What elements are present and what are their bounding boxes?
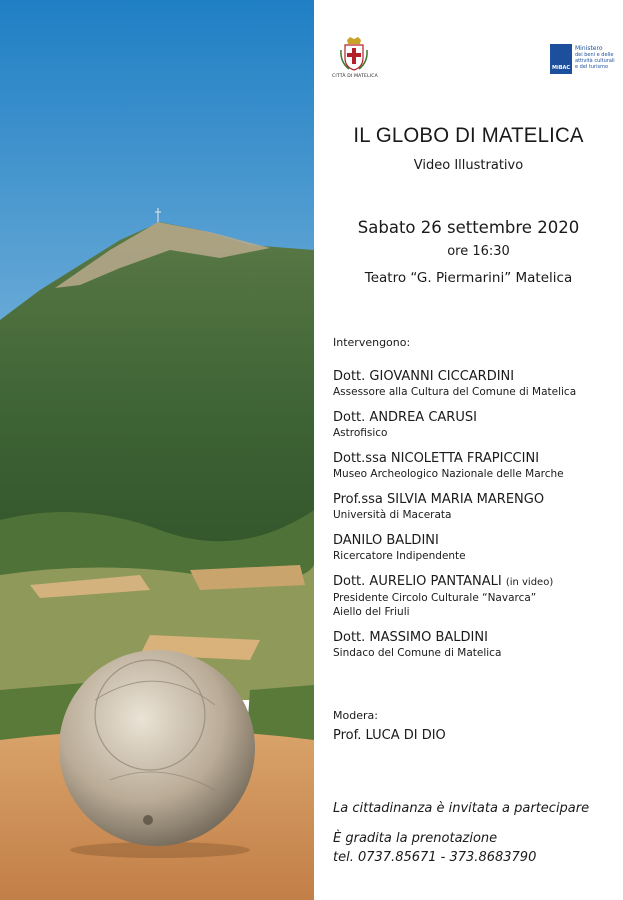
speaker-item [333,533,618,563]
speaker-role: Presidente Circolo Culturale “Navarca” [333,592,537,604]
speaker-role: Ricercatore Indipendente [333,550,466,562]
event-time: ore 16:30 [447,244,510,259]
speaker-role: Università di Macerata [333,509,452,521]
event-subtitle: Video Illustrativo [413,158,524,173]
event-title: IL GLOBO DI MATELICA [353,124,584,147]
speaker-item [333,451,618,481]
booking-text: È gradita la prenotazione [333,831,498,846]
speaker-item [333,410,618,440]
speaker-name: Dott. AURELIO PANTANALI (in video) [333,574,554,589]
speaker-name: Prof.ssa SILVIA MARIA MARENGO [333,492,545,507]
invitation-text: La cittadinanza è invitata a partecipare [333,801,590,816]
ministry-mark: MiBAC [550,44,572,74]
speaker-item [333,574,618,619]
speaker-location: Aiello del Friuli [333,606,410,618]
city-logo [332,36,376,79]
speaker-name: Dott. MASSIMO BALDINI [333,630,488,645]
speakers-label: Intervengono: [333,336,411,349]
stone-globe [59,650,255,846]
speaker-name: Dott. GIOVANNI CICCARDINI [333,369,515,384]
ministry-logo [550,44,616,78]
event-venue: Teatro “G. Piermarini” Matelica [364,270,573,286]
moderator-name: Prof. LUCA DI DIO [333,728,446,743]
city-caption: CITTÀ DI MATELICA [332,74,378,79]
info-panel [314,0,623,900]
city-crest-icon [339,36,369,72]
event-date: Sabato 26 settembre 2020 [357,218,580,237]
moderator-label: Modera: [333,709,378,722]
speaker-item [333,630,618,660]
speaker-role: Museo Archeologico Nazionale delle Marche [333,468,564,480]
phone-number: tel. 0737.85671 - 373.8683790 [333,850,537,865]
speaker-role: Assessore alla Cultura del Comune di Matelica [333,386,577,398]
speaker-item [333,369,618,399]
speaker-role: Sindaco del Comune di Matelica [333,647,502,659]
speaker-name: Dott. ANDREA CARUSI [333,410,477,425]
speaker-role: Astrofisico [333,427,388,439]
booking-info [333,829,536,867]
speaker-note: (in video) [505,577,554,588]
speaker-name: Dott.ssa NICOLETTA FRAPICCINI [333,451,540,466]
ministry-name: Ministero dei beni e delle attività culturali e del turismo [575,45,615,70]
speaker-name: DANILO BALDINI [333,533,439,548]
speakers-list [333,369,618,671]
speaker-item [333,492,618,522]
